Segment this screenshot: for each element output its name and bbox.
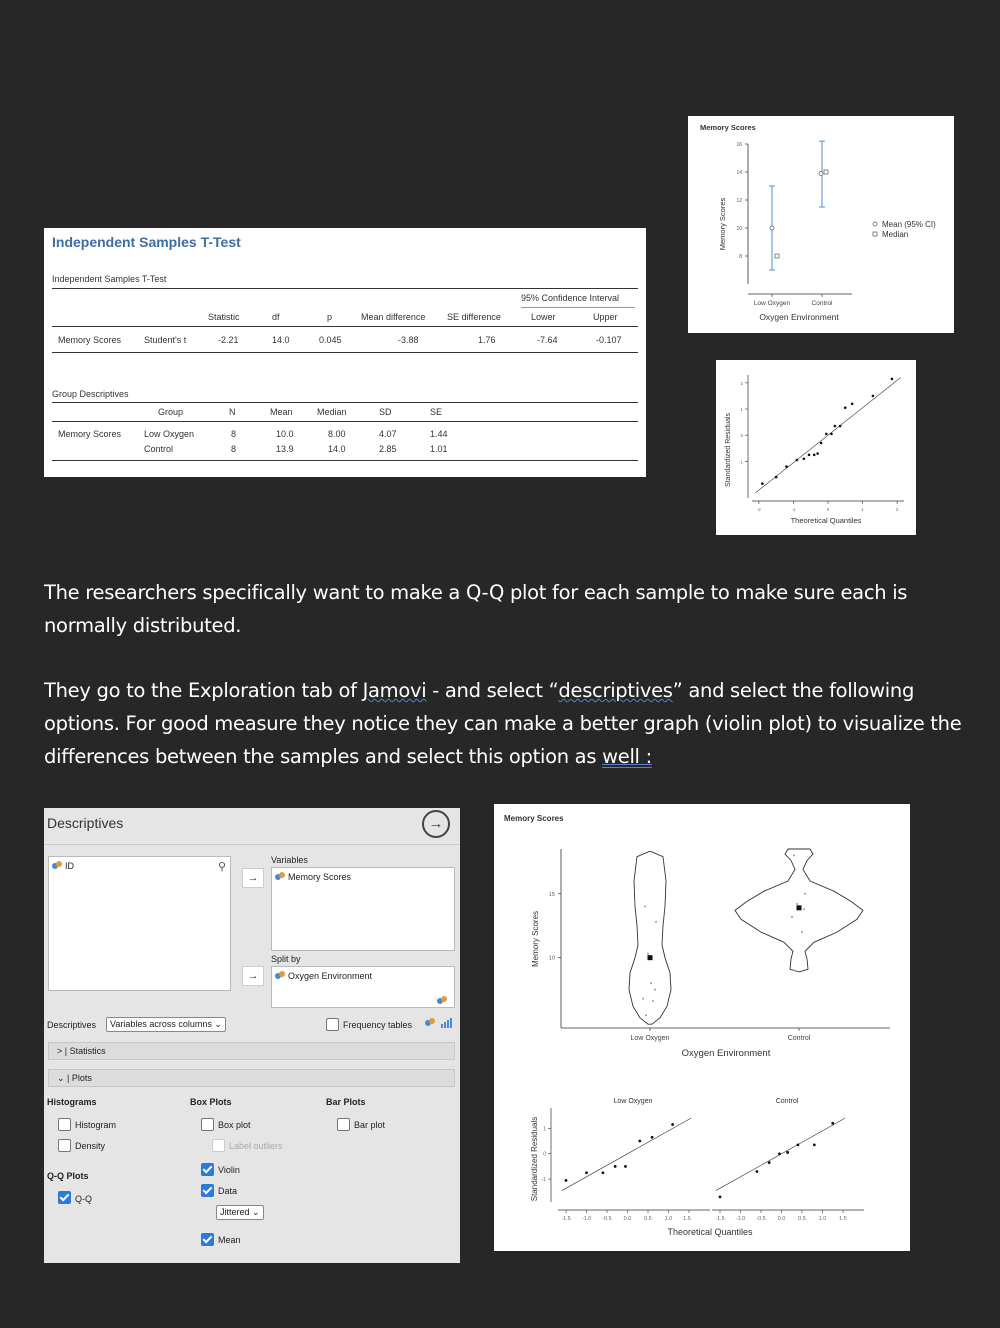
- group-median: 8.00: [328, 429, 346, 439]
- qq-label: Q-Q: [75, 1194, 92, 1204]
- data-checkbox[interactable]: [201, 1184, 214, 1197]
- select-value: Jittered: [220, 1207, 250, 1217]
- gcol-se: SE: [430, 407, 443, 417]
- y-tick-label: -1: [541, 1177, 546, 1184]
- group-descriptives-title: Group Descriptives: [52, 389, 129, 399]
- y-tick-label: 15: [548, 891, 555, 898]
- y-tick-label: 2: [740, 380, 743, 386]
- bar-plots-heading: Bar Plots: [326, 1097, 366, 1107]
- prose-jamovi: Jamovi: [362, 679, 427, 702]
- means-plot: [688, 116, 954, 333]
- data-label: Data: [218, 1186, 238, 1196]
- x-tick-label: 1.0: [664, 1216, 673, 1222]
- row-se-difference: 1.76: [478, 335, 496, 345]
- group-n: 8: [231, 429, 237, 439]
- source-item-label: ID: [65, 861, 74, 871]
- col-mean-difference: Mean difference: [361, 312, 426, 322]
- legend-mean-marker: [873, 222, 877, 226]
- nominal-variable-icon: [425, 1018, 435, 1027]
- x-tick-label: 1.5: [839, 1216, 847, 1222]
- x-tick-label: 2: [895, 507, 899, 512]
- source-item-id[interactable]: [52, 861, 74, 871]
- x-tick-label: -0.5: [756, 1216, 766, 1222]
- qq-point: [565, 1179, 568, 1182]
- data-point: [803, 908, 805, 910]
- group-name: Low Oxygen: [144, 429, 195, 439]
- legend-mean-label: Mean (95% CI): [882, 220, 936, 229]
- qq-point: [775, 476, 778, 479]
- group-se: 1.01: [430, 444, 448, 454]
- divider: [44, 844, 460, 845]
- y-tick-label: 1: [740, 407, 743, 413]
- descriptives-layout-select[interactable]: [106, 1017, 226, 1032]
- group-variable: Memory Scores: [58, 429, 122, 439]
- qq-point: [638, 1140, 641, 1143]
- qq-point: [785, 465, 788, 468]
- data-point: [804, 893, 806, 895]
- y-tick-label: 10: [736, 226, 742, 232]
- qq-point: [820, 442, 823, 445]
- box-plot-label: Box plot: [218, 1120, 251, 1130]
- gcol-median: Median: [317, 407, 347, 417]
- qq-point: [891, 378, 894, 381]
- qq-point: [808, 454, 811, 457]
- statistics-section-header[interactable]: [48, 1042, 455, 1060]
- histogram-label: Histogram: [75, 1120, 117, 1130]
- prose-text: - and select “: [426, 679, 559, 702]
- instruction-paragraph-1: The researchers specifically want to make a Q-Q plot for each sample to make sure each is normally distributed.: [44, 581, 908, 637]
- violin-checkbox[interactable]: [201, 1163, 214, 1176]
- x-tick-label: Control: [787, 1035, 811, 1042]
- gcol-sd: SD: [379, 407, 392, 417]
- qq-point: [585, 1171, 588, 1174]
- gcol-n: N: [229, 407, 236, 417]
- col-upper: Upper: [593, 312, 618, 322]
- x-tick-label: 0.5: [644, 1216, 652, 1222]
- density-checkbox[interactable]: [58, 1139, 71, 1152]
- split-item[interactable]: [275, 971, 372, 981]
- qq-point: [719, 1196, 722, 1199]
- prose-well: well :: [602, 745, 652, 768]
- ttest-subtitle: Independent Samples T-Test: [52, 274, 167, 284]
- bar-plot-label: Bar plot: [354, 1120, 386, 1130]
- qq-small-xlabel: Theoretical Quantiles: [790, 516, 862, 525]
- variable-types-icon: [437, 996, 447, 1005]
- qq-panel-title: Low Oxygen: [613, 1098, 653, 1105]
- data-point: [652, 1000, 654, 1002]
- data-point: [647, 953, 649, 955]
- x-tick-label: -1.0: [581, 1216, 592, 1222]
- legend-median-label: Median: [882, 230, 909, 239]
- qq-point: [831, 1122, 834, 1125]
- move-to-variables-button[interactable]: →: [242, 868, 264, 888]
- violin-label: Violin: [218, 1165, 240, 1175]
- label-outliers-label: Label outliers: [229, 1141, 283, 1151]
- col-df: df: [272, 312, 280, 322]
- qq-small-ylabel: Standardized Residuals: [725, 413, 732, 487]
- bar-chart-icon: [441, 1018, 453, 1028]
- y-tick-label: 0: [543, 1151, 546, 1158]
- mean-point: [819, 171, 823, 175]
- nominal-variable-icon: [52, 861, 62, 870]
- prose-text: They go to the Exploration tab of: [44, 679, 363, 702]
- data-point: [645, 1014, 647, 1016]
- qq-point: [614, 1165, 617, 1168]
- statistics-label: Statistics: [69, 1046, 106, 1056]
- means-plot-title: Memory Scores: [700, 123, 756, 132]
- row-variable: Memory Scores: [58, 335, 122, 345]
- group-mean: 13.9: [276, 444, 294, 454]
- run-arrow-icon[interactable]: →: [422, 810, 450, 838]
- y-tick-label: 0: [740, 433, 743, 439]
- frequency-tables-checkbox[interactable]: [326, 1018, 339, 1031]
- violin-plot-xlabel: Oxygen Environment: [681, 1048, 771, 1059]
- prose-descriptives: descriptives: [558, 679, 673, 702]
- plot-background: [494, 804, 910, 1251]
- ttest-results-panel: [44, 228, 646, 477]
- descriptives-options-panel: [44, 808, 460, 1263]
- data-point: [791, 916, 793, 918]
- qq-point: [768, 1161, 771, 1164]
- move-to-split-button[interactable]: →: [242, 966, 264, 986]
- violin-plot-ylabel: Memory Scores: [531, 910, 540, 968]
- qq-point: [761, 482, 764, 485]
- split-by-list[interactable]: [271, 966, 455, 1008]
- variables-item[interactable]: [275, 872, 351, 882]
- x-tick-label: 1.0: [818, 1216, 827, 1222]
- x-tick-label: -2: [756, 507, 761, 512]
- group-name: Control: [144, 444, 174, 454]
- prose-text: ” and select the following options. For good measure they notice they can make a better graph (violin plot) to visualize the differences between the samples and select this option as: [44, 679, 962, 768]
- qq-plot-overall: [716, 360, 916, 535]
- ttest-title: Independent Samples T-Test: [52, 234, 241, 250]
- row-lower: -7.64: [537, 335, 558, 345]
- data-point: [794, 969, 796, 971]
- box-plot-checkbox[interactable]: [201, 1118, 214, 1131]
- gcol-group: Group: [158, 407, 184, 417]
- bar-plot-checkbox[interactable]: [337, 1118, 350, 1131]
- qq-point: [602, 1171, 605, 1174]
- mean-checkbox[interactable]: [201, 1233, 214, 1246]
- x-tick-label: 0.0: [777, 1216, 786, 1222]
- x-tick-label: 0.0: [623, 1216, 632, 1222]
- group-sd: 4.07: [379, 429, 397, 439]
- violin-plot-title: Memory Scores: [504, 814, 564, 823]
- split-by-label: Split by: [271, 954, 301, 964]
- qq-point: [851, 402, 854, 405]
- data-point: [796, 903, 798, 905]
- x-tick-label: 0.5: [798, 1216, 806, 1222]
- group-sd: 2.85: [379, 444, 397, 454]
- mean-marker: [648, 955, 653, 960]
- qq-point: [813, 454, 816, 457]
- data-display-select[interactable]: [216, 1205, 264, 1220]
- group-n: 8: [231, 444, 237, 454]
- legend-median-marker: [873, 232, 877, 236]
- qq-point: [624, 1165, 627, 1168]
- qq-plots-heading: Q-Q Plots: [47, 1171, 89, 1181]
- qq-point: [671, 1123, 674, 1126]
- y-tick-label: 8: [739, 254, 742, 260]
- group-se: 1.44: [430, 429, 448, 439]
- col-p: p: [327, 312, 333, 322]
- table-rule: [52, 352, 638, 353]
- qq-point: [797, 1143, 800, 1146]
- x-tick-label: 0: [826, 507, 830, 512]
- chevron-down-icon: ⌄: [214, 1019, 222, 1029]
- qq-point: [839, 425, 842, 428]
- qq-point: [786, 1151, 789, 1154]
- qq-point: [756, 1170, 759, 1173]
- variables-label: Variables: [271, 855, 308, 865]
- ci-rule: [521, 307, 635, 308]
- row-mean-difference: -3.88: [398, 335, 419, 345]
- plot-background: [716, 360, 916, 535]
- x-tick-label: -1.5: [561, 1216, 571, 1222]
- row-p: 0.045: [319, 335, 342, 345]
- qq-point: [778, 1152, 781, 1155]
- source-variable-list[interactable]: [48, 856, 231, 991]
- histograms-heading: Histograms: [47, 1097, 97, 1107]
- qq-panel-title: Control: [775, 1098, 799, 1105]
- density-label: Density: [75, 1141, 106, 1151]
- split-item-label: Oxygen Environment: [288, 971, 373, 981]
- group-mean: 10.0: [276, 429, 294, 439]
- y-tick-label: 14: [736, 170, 742, 176]
- continuous-variable-icon: [275, 872, 285, 881]
- chevron-down-icon: ⌄: [57, 1073, 65, 1083]
- row-df: 14.0: [272, 335, 290, 345]
- x-tick-label: -1.0: [735, 1216, 746, 1222]
- data-point: [801, 931, 803, 933]
- x-tick-label: Low Oxygen: [753, 300, 791, 307]
- qq-point: [803, 457, 806, 460]
- x-tick-label: 1: [861, 507, 864, 512]
- x-tick-label: Low Oxygen: [630, 1035, 670, 1042]
- qq-point: [844, 406, 847, 409]
- median-point: [824, 170, 828, 174]
- select-value: Variables across columns: [110, 1019, 212, 1029]
- y-tick-label: 12: [736, 198, 742, 204]
- instruction-paragraph-2: [44, 674, 964, 773]
- search-icon[interactable]: ⚲: [217, 861, 226, 873]
- table-rule: [52, 326, 638, 327]
- mean-point: [770, 226, 774, 230]
- plots-header-text: ⌄ | Plots: [57, 1073, 92, 1083]
- col-se-difference: SE difference: [447, 312, 501, 322]
- statistics-header-text: > | Statistics: [57, 1046, 106, 1056]
- chevron-right-icon: >: [57, 1046, 63, 1056]
- mean-marker: [797, 905, 802, 910]
- qq-split-ylabel: Standardized Residuals: [530, 1116, 539, 1202]
- qq-point: [834, 425, 837, 428]
- qq-point: [816, 452, 819, 455]
- group-median: 14.0: [328, 444, 346, 454]
- x-tick-label: -1.5: [715, 1216, 725, 1222]
- data-point: [655, 921, 657, 923]
- table-rule: [52, 460, 638, 461]
- qq-point: [872, 395, 875, 398]
- qq-point: [651, 1136, 654, 1139]
- col-lower: Lower: [531, 312, 556, 322]
- variables-item-label: Memory Scores: [288, 872, 352, 882]
- plots-section-header[interactable]: [48, 1069, 455, 1087]
- x-tick-label: -0.5: [602, 1216, 612, 1222]
- y-tick-label: 10: [548, 955, 555, 962]
- data-point: [642, 998, 644, 1000]
- gcol-mean: Mean: [270, 407, 293, 417]
- box-plots-heading: Box Plots: [190, 1097, 232, 1107]
- variables-list[interactable]: [271, 867, 455, 951]
- x-tick-label: Control: [811, 300, 833, 307]
- row-statistic: -2.21: [218, 335, 239, 345]
- descriptives-title: Descriptives: [47, 815, 124, 831]
- row-test: Student's t: [144, 335, 187, 345]
- table-rule: [52, 402, 638, 403]
- violin-and-qq-plots: [494, 804, 910, 1251]
- qq-point: [813, 1143, 816, 1146]
- data-point: [793, 854, 795, 856]
- data-point: [650, 982, 652, 984]
- qq-checkbox[interactable]: [58, 1191, 71, 1204]
- col-statistic: Statistic: [208, 312, 240, 322]
- plots-label: Plots: [71, 1073, 92, 1083]
- qq-split-xlabel: Theoretical Quantiles: [667, 1227, 753, 1237]
- descriptives-layout-label: Descriptives: [47, 1020, 97, 1030]
- mean-label: Mean: [218, 1235, 241, 1245]
- y-tick-label: 1: [543, 1126, 546, 1133]
- x-tick-label: 1.5: [683, 1216, 691, 1222]
- y-tick-label: 16: [736, 142, 742, 148]
- means-plot-ylabel: Memory Scores: [718, 197, 727, 251]
- table-rule: [52, 288, 638, 289]
- median-point: [775, 254, 779, 258]
- label-outliers-checkbox[interactable]: [212, 1139, 225, 1152]
- ci-header: 95% Confidence Interval: [521, 293, 620, 303]
- x-tick-label: -1: [791, 507, 796, 512]
- qq-point: [830, 433, 833, 436]
- qq-point: [825, 433, 828, 436]
- qq-point: [796, 459, 799, 462]
- histogram-checkbox[interactable]: [58, 1118, 71, 1131]
- table-rule: [52, 421, 638, 422]
- frequency-tables-label: Frequency tables: [343, 1020, 413, 1030]
- data-point: [644, 906, 646, 908]
- data-point: [654, 989, 656, 991]
- means-plot-xlabel: Oxygen Environment: [759, 312, 839, 322]
- row-upper: -0.107: [596, 335, 622, 345]
- chevron-down-icon: ⌄: [252, 1207, 260, 1217]
- nominal-variable-icon: [275, 971, 285, 980]
- y-tick-label: -1: [738, 459, 743, 465]
